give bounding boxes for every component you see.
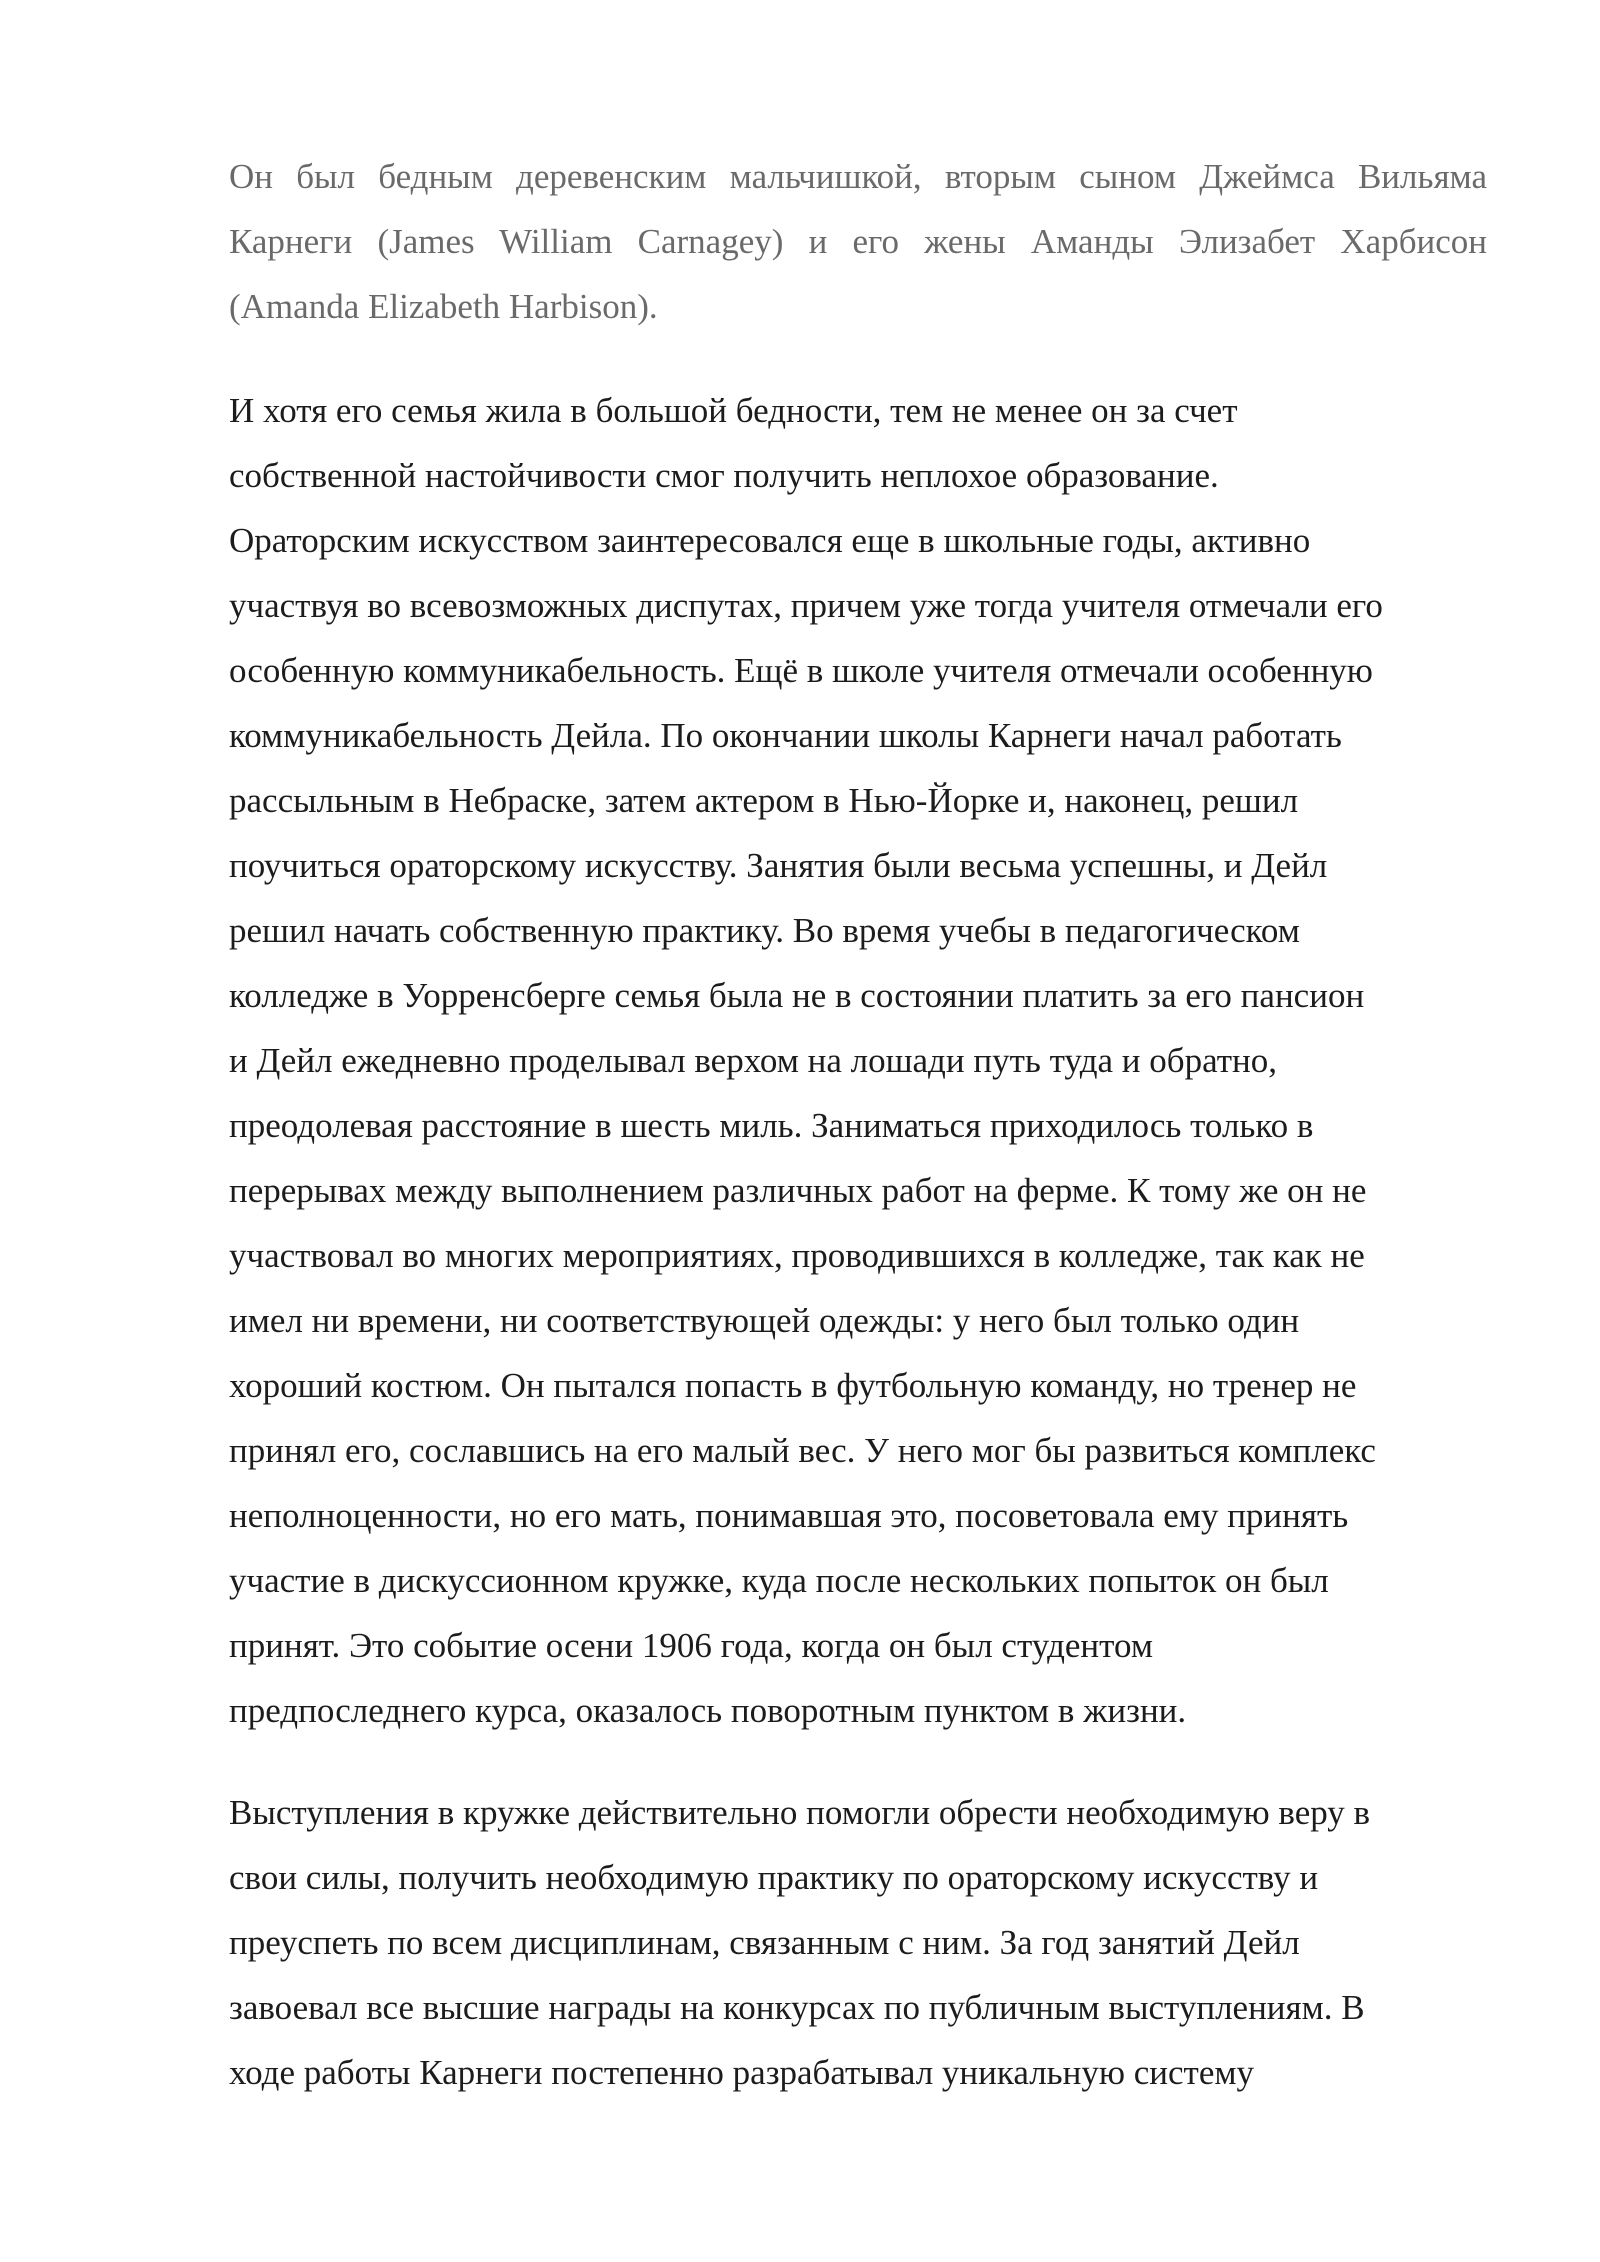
paragraph-line: и Дейл ежедневно проделывал верхом на лошади путь туда и обратно, [229, 1041, 1278, 1080]
paragraph-line: коммуникабельность Дейла. По окончании школы Карнеги начал работать [229, 716, 1342, 755]
paragraph-line: ходе работы Карнеги постепенно разрабатывал уникальную систему [229, 2053, 1255, 2092]
paragraph-line: решил начать собственную практику. Во время учебы в педагогическом [229, 911, 1300, 950]
paragraph-line: Карнеги (James William Carnagey) и его жены Аманды Элизабет Харбисон [229, 222, 1487, 261]
paragraph-line: колледже в Уорренсберге семья была не в состоянии платить за его пансион [229, 976, 1365, 1015]
paragraph-line: свои силы, получить необходимую практику по ораторскому искусству и [229, 1858, 1319, 1897]
paragraph-line: особенную коммуникабельность. Ещё в школе учителя отмечали особенную [229, 651, 1373, 690]
paragraph-line: собственной настойчивости смог получить неплохое образование. [229, 456, 1219, 495]
paragraph-line: перерывах между выполнением различных работ на ферме. К тому же он не [229, 1171, 1367, 1210]
paragraph-2 [229, 378, 1487, 1743]
paragraph-line: неполноценности, но его мать, понимавшая это, посоветовала ему принять [229, 1496, 1349, 1535]
paragraph-line: рассыльным в Небраске, затем актером в Нью-Йорке и, наконец, решил [229, 781, 1299, 820]
paragraph-line: преуспеть по всем дисциплинам, связанным с ним. За год занятий Дейл [229, 1923, 1300, 1962]
paragraph-line: участие в дискуссионном кружке, куда после нескольких попыток он был [229, 1561, 1329, 1600]
paragraph-line: участвуя во всевозможных диспутах, причем уже тогда учителя отмечали его [229, 586, 1383, 625]
paragraph-line: принят. Это событие осени 1906 года, когда он был студентом [229, 1626, 1153, 1665]
paragraph-line: (Amanda Elizabeth Harbison). [229, 287, 658, 326]
paragraph-line: Ораторским искусством заинтересовался еще в школьные годы, активно [229, 521, 1311, 560]
paragraph-line: имел ни времени, ни соответствующей одежды: у него был только один [229, 1301, 1300, 1340]
paragraph-line: участвовал во многих мероприятиях, проводившихся в колледже, так как не [229, 1236, 1365, 1275]
paragraph-line: предпоследнего курса, оказалось поворотным пунктом в жизни. [229, 1691, 1187, 1730]
paragraph-line: преодолевая расстояние в шесть миль. Заниматься приходилось только в [229, 1106, 1314, 1145]
paragraph-1 [229, 144, 1487, 339]
paragraph-line: хороший костюм. Он пытался попасть в футбольную команду, но тренер не [229, 1366, 1357, 1405]
paragraph-line: Выступления в кружке действительно помогли обрести необходимую веру в [229, 1793, 1371, 1832]
paragraph-3 [229, 1780, 1487, 2105]
paragraph-line: Он был бедным деревенским мальчишкой, вторым сыном Джеймса Вильяма [229, 157, 1487, 196]
paragraph-line: поучиться ораторскому искусству. Занятия были весьма успешны, и Дейл [229, 846, 1328, 885]
paragraph-line: принял его, сославшись на его малый вес. У него мог бы развиться комплекс [229, 1431, 1376, 1470]
paragraph-line: И хотя его семья жила в большой бедности, тем не менее он за счет [229, 391, 1238, 430]
paragraph-line: завоевал все высшие награды на конкурсах по публичным выступлениям. В [229, 1988, 1365, 2027]
